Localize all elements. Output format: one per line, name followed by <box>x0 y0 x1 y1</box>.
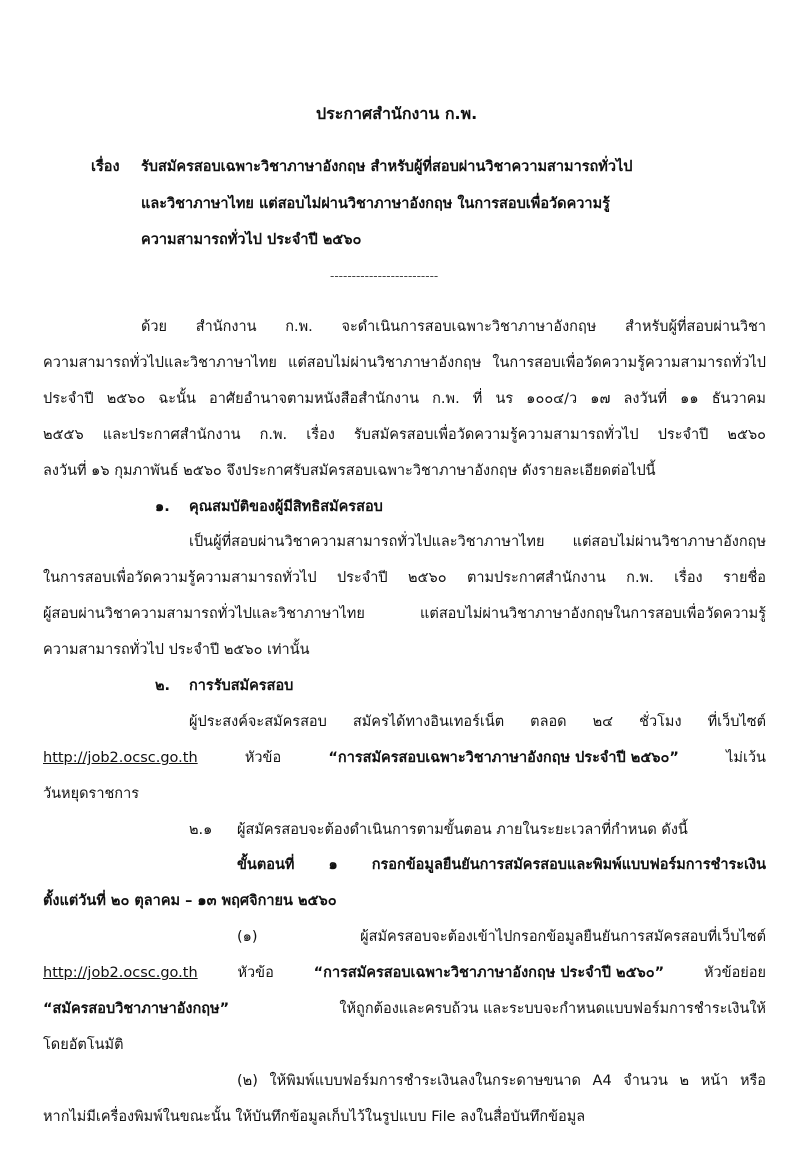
item1-quote: “สมัครสอบวิชาภาษาอังกฤษ” <box>43 1001 230 1017</box>
step1-line-1: ขั้นตอนที่ ๑ กรอกข้อมูลยืนยันการสมัครสอบและพิมพ์แบบฟอร์มการชำระเงิน <box>237 857 766 873</box>
section1-line-2: ในการสอบเพื่อวัดความรู้ความสามารถทั่วไป ประจำปี ๒๕๖๐ ตามประกาศสำนักงาน ก.พ. เรื่อง รายชื่อ <box>43 570 766 586</box>
item1-topic-prefix: หัวข้อ <box>237 965 274 981</box>
item1-topic: “การสมัครสอบเฉพาะวิชาภาษาอังกฤษ ประจำปี ๒๕๖๐” <box>313 965 665 981</box>
intro-line-1: ด้วย สำนักงาน ก.พ. จะดำเนินการสอบเฉพาะวิชาภาษาอังกฤษ สำหรับผู้ที่สอบผ่านวิชา <box>141 319 766 335</box>
subject-line-2: และวิชาภาษาไทย แต่สอบไม่ผ่านวิชาภาษาอังกฤษ ในการสอบเพื่อวัดความรู้ <box>141 196 610 212</box>
sub21-text: ผู้สมัครสอบจะต้องดำเนินการตามขั้นตอน ภายในระยะเวลาที่กำหนด ดังนี้ <box>237 822 688 838</box>
item1-line-3 <box>43 999 766 1021</box>
intro-line-4: ๒๕๕๖ และประกาศสำนักงาน ก.พ. เรื่อง รับสมัครสอบเพื่อวัดความรู้ความสามารถทั่วไป ประจำปี ๒๕๖๐ <box>43 427 766 443</box>
sub21-number: ๒.๑ <box>189 822 213 838</box>
section2-line-3: วันหยุดราชการ <box>43 786 140 802</box>
section2-topic-prefix: หัวข้อ <box>244 750 282 766</box>
section2-line-2 <box>43 748 766 770</box>
item2-line-2: หากไม่มีเครื่องพิมพ์ในขณะนั้น ให้บันทึกข้อมูลเก็บไว้ในรูปแบบ File ลงในสื่อบันทึกข้อมูล <box>43 1109 586 1125</box>
section1-line-3: ผู้สอบผ่านวิชาความสามารถทั่วไปและวิชาภาษาไทย แต่สอบไม่ผ่านวิชาภาษาอังกฤษในการสอบเพื่อวัดความรู้ <box>43 606 766 622</box>
subject-label: เรื่อง <box>91 159 120 175</box>
announcement-title: ประกาศสำนักงาน ก.พ. <box>316 104 478 123</box>
section1-line-1: เป็นผู้ที่สอบผ่านวิชาความสามารถทั่วไปและวิชาภาษาไทย แต่สอบไม่ผ่านวิชาภาษาอังกฤษ <box>189 534 766 550</box>
subject-line-1: รับสมัครสอบเฉพาะวิชาภาษาอังกฤษ สำหรับผู้ที่สอบผ่านวิชาความสามารถทั่วไป <box>141 159 633 175</box>
intro-line-3: ประจำปี ๒๕๖๐ ฉะนั้น อาศัยอำนาจตามหนังสือสำนักงาน ก.พ. ที่ นร ๑๐๐๔/ว ๑๗ ลงวันที่ ๑๑ ธันวาคม <box>43 391 766 407</box>
section1-number: ๑. <box>155 499 170 515</box>
item1-line-2 <box>43 963 766 985</box>
section1-line-4: ความสามารถทั่วไป ประจำปี ๒๕๖๐ เท่านั้น <box>43 642 310 658</box>
item1-topic-suffix: หัวข้อย่อย <box>703 965 766 981</box>
section2-number: ๒. <box>155 678 171 694</box>
subject-line-3: ความสามารถทั่วไป ประจำปี ๒๕๖๐ <box>141 232 362 248</box>
item1-line-4: โดยอัตโนมัติ <box>43 1037 124 1053</box>
ocsc-url-link[interactable]: http://job2.ocsc.go.th <box>43 750 198 766</box>
item2-line-1: (๒) ให้พิมพ์แบบฟอร์มการชำระเงินลงในกระดาษขนาด A4 จำนวน ๒ หน้า หรือ <box>237 1073 766 1089</box>
section2-topic: “การสมัครสอบเฉพาะวิชาภาษาอังกฤษ ประจำปี ๒๕๖๐” <box>328 750 679 766</box>
item1-line-1: (๑) ผู้สมัครสอบจะต้องเข้าไปกรอกข้อมูลยืนยันการสมัครสอบที่เว็บไซต์ <box>237 929 766 945</box>
intro-line-5: ลงวันที่ ๑๖ กุมภาพันธ์ ๒๕๖๐ จึงประกาศรับสมัครสอบเฉพาะวิชาภาษาอังกฤษ ดังรายละเอียดต่อไปนี้ <box>43 463 656 479</box>
separator-dashes: ------------------------- <box>330 269 439 283</box>
ocsc-url-link-2[interactable]: http://job2.ocsc.go.th <box>43 965 198 981</box>
section2-topic-suffix: ไม่เว้น <box>726 750 766 766</box>
section2-line-1: ผู้ประสงค์จะสมัครสอบ สมัครได้ทางอินเทอร์เน็ต ตลอด ๒๔ ชั่วโมง ที่เว็บไซต์ <box>189 714 766 730</box>
section1-heading: คุณสมบัติของผู้มีสิทธิสมัครสอบ <box>189 499 383 515</box>
intro-line-2: ความสามารถทั่วไปและวิชาภาษาไทย แต่สอบไม่ผ่านวิชาภาษาอังกฤษ ในการสอบเพื่อวัดความรู้ความสามารถทั่วไป <box>43 355 766 371</box>
step1-line-2: ตั้งแต่วันที่ ๒๐ ตุลาคม – ๑๓ พฤศจิกายน ๒๕๖๐ <box>43 893 337 909</box>
item1-rest: ให้ถูกต้องและครบถ้วน และระบบจะกำหนดแบบฟอร์มการชำระเงินให้ <box>339 1001 766 1017</box>
section2-heading: การรับสมัครสอบ <box>189 678 294 694</box>
